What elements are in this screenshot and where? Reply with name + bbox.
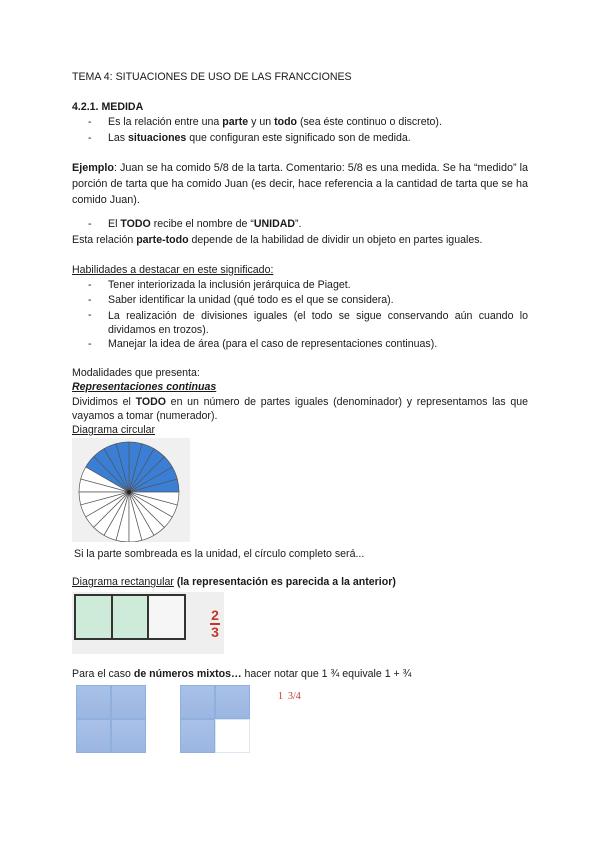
bullet-dash: - (88, 132, 92, 144)
skills-heading: Habilidades a destacar en este significado: (72, 264, 274, 276)
square-part-shaded (111, 685, 146, 719)
circular-diagram-label: Diagrama circular (72, 424, 156, 436)
square-part-shaded (180, 719, 215, 753)
skill-item: - La realización de divisiones iguales (el todo se sigue conservando aún cuando lo dividamos en trozos). (88, 309, 528, 336)
relation-paragraph: Esta relación parte-todo depende de la habilidad de dividir un objeto en partes iguales. (72, 234, 483, 246)
rect-diagram-heading: Diagrama rectangular (la representación es parecida a la anterior) (72, 576, 396, 588)
square-part-shaded (76, 719, 111, 753)
bullet-dash: - (88, 279, 92, 291)
mixed-numbers-paragraph: Para el caso de números mixtos… hacer notar que 1 ¾ equivale 1 + ¾ (72, 668, 412, 680)
circular-diagram (72, 438, 190, 542)
circle-chart (72, 438, 190, 542)
square-part-shaded (215, 685, 250, 719)
example-paragraph: Ejemplo: Juan se ha comido 5/8 de la tarta. Comentario: 5/8 es una medida. Se ha “medido” la porción de tarta que ha comido Juan (es decir, hace referencia a la cantidad de tarta que se ha comido Juan). (72, 162, 528, 206)
section-heading: 4.2.1. MEDIDA (72, 101, 144, 113)
square-part-shaded (180, 685, 215, 719)
modalities-intro: Modalidades que presenta: (72, 367, 200, 379)
rect-part-shaded (113, 596, 148, 638)
subheading-continuous: Representaciones continuas (72, 381, 217, 393)
bullet-dash: - (88, 294, 92, 306)
circle-caption: Si la parte sombreada es la unidad, el círculo completo será... (74, 548, 365, 560)
mixed-square-fraction (180, 685, 250, 753)
rect-part-shaded (76, 596, 111, 638)
bullet-dash: - (88, 218, 92, 230)
square-part-shaded (76, 685, 111, 719)
square-part-shaded (111, 719, 146, 753)
circle-center (127, 490, 131, 494)
mixed-square-whole (76, 685, 146, 753)
mixed-number-label: 1 3/4 (278, 691, 301, 702)
fraction-label: 2 3 (211, 607, 219, 640)
rect-part (149, 596, 184, 638)
bullet-dash: - (88, 338, 92, 350)
square-part (215, 719, 250, 753)
bullet-dash: - (88, 309, 92, 321)
document-title: TEMA 4: SITUACIONES DE USO DE LAS FRANCCIONES (72, 71, 352, 83)
bullet-dash: - (88, 116, 92, 128)
continuous-description: Dividimos el TODO en un número de partes iguales (denominador) y representamos las que vayamos a tomar (numerador). (72, 396, 529, 422)
rectangular-diagram (72, 592, 224, 654)
rect-cells (74, 594, 186, 640)
